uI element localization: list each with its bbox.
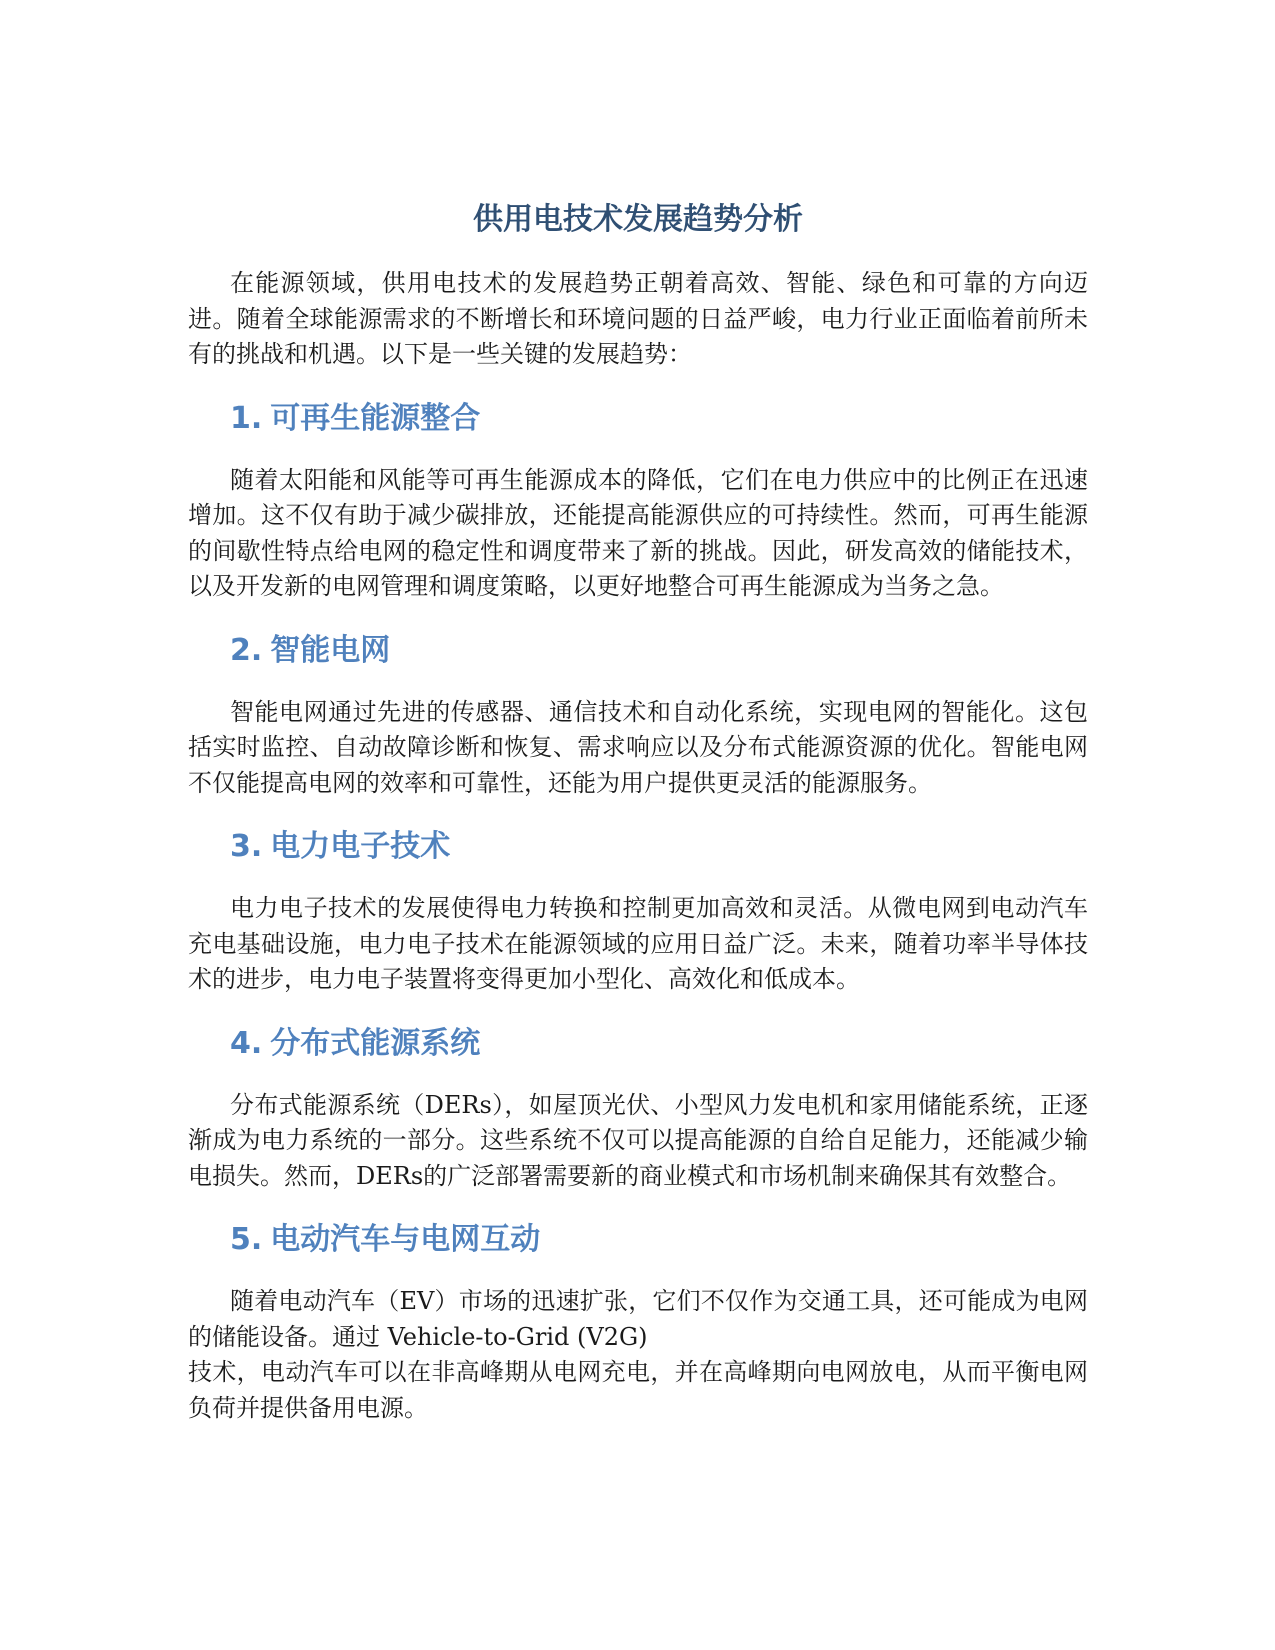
- section-title: 分布式能源系统: [270, 1025, 481, 1061]
- section-heading-3: [230, 825, 1088, 869]
- section-body-5-line-2: 技术，电动汽车可以在非高峰期从电网充电，并在高峰期向电网放电，从而平衡电网负荷并提供备用电源。: [188, 1358, 1088, 1422]
- intro-paragraph: 在能源领域，供用电技术的发展趋势正朝着高效、智能、绿色和可靠的方向迈进。随着全球能源需求的不断增长和环境问题的日益严峻，电力行业正面临着前所未有的挑战和机遇。以下是一些关键的发展趋势：: [188, 269, 1088, 368]
- section-body-3: 电力电子技术的发展使得电力转换和控制更加高效和灵活。从微电网到电动汽车充电基础设施，电力电子技术在能源领域的应用日益广泛。未来，随着功率半导体技术的进步，电力电子装置将变得更加小型化、高效化和低成本。: [188, 894, 1088, 993]
- section-title: 可再生能源整合: [270, 400, 481, 436]
- section-number: 1.: [230, 400, 263, 436]
- section-heading-4: [230, 1022, 1088, 1066]
- section-number: 5.: [230, 1222, 263, 1257]
- section-number: 4.: [230, 1025, 263, 1061]
- section-heading-5: [230, 1218, 1088, 1262]
- section-number: 3.: [230, 829, 263, 864]
- section-body-5: [188, 1284, 1088, 1426]
- document-page: [188, 198, 1088, 1426]
- section-number: 2.: [230, 632, 263, 668]
- document-title: 供用电技术发展趋势分析: [473, 202, 803, 237]
- section-heading-1: [230, 397, 1088, 441]
- section-heading-2: [230, 629, 1088, 673]
- section-title: 智能电网: [270, 632, 391, 668]
- section-title: 电动汽车与电网互动: [270, 1222, 541, 1257]
- section-body-5-line-1: 随着电动汽车（EV）市场的迅速扩张，它们不仅作为交通工具，还可能成为电网的储能设备。通过 Vehicle-to-Grid (V2G): [188, 1287, 1088, 1351]
- section-title: 电力电子技术: [270, 829, 451, 864]
- section-body-4: 分布式能源系统（DERs），如屋顶光伏、小型风力发电机和家用储能系统，正逐渐成为电力系统的一部分。这些系统不仅可以提高能源的自给自足能力，还能减少输电损失。然而，DERs的广泛部署需要新的商业模式和市场机制来确保其有效整合。: [188, 1090, 1088, 1190]
- section-body-2: 智能电网通过先进的传感器、通信技术和自动化系统，实现电网的智能化。这包括实时监控、自动故障诊断和恢复、需求响应以及分布式能源资源的优化。智能电网不仅能提高电网的效率和可靠性，还能为用户提供更灵活的能源服务。: [188, 697, 1088, 797]
- section-body-1: 随着太阳能和风能等可再生能源成本的降低，它们在电力供应中的比例正在迅速增加。这不仅有助于减少碳排放，还能提高能源供应的可持续性。然而，可再生能源的间歇性特点给电网的稳定性和调度带来了新的挑战。因此，研发高效的储能技术，以及开发新的电网管理和调度策略，以更好地整合可再生能源成为当务之急。: [188, 465, 1088, 600]
